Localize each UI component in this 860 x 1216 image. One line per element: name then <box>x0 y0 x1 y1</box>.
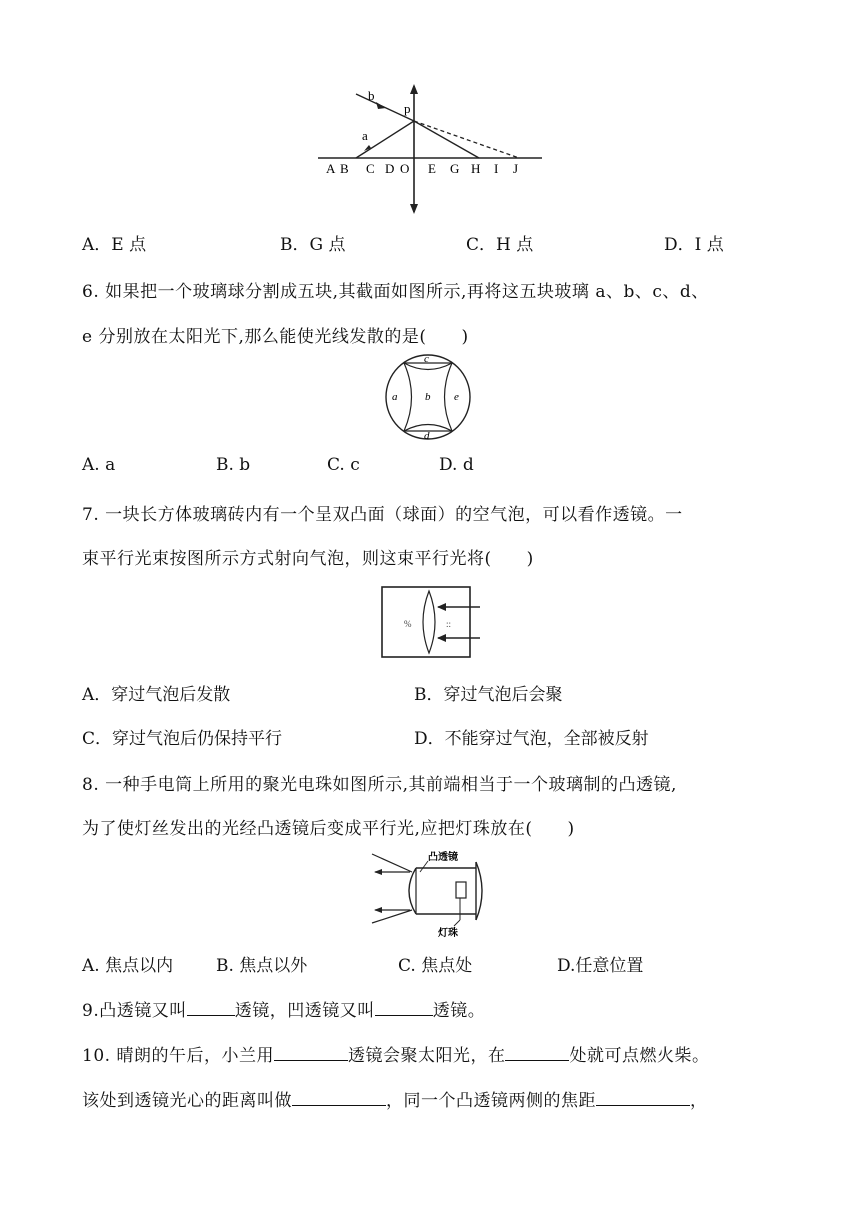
q9-text-1: 9.凸透镜又叫 <box>82 1001 187 1021</box>
q6-glass-ball-diagram <box>383 352 473 442</box>
svg-text:%: % <box>404 619 412 629</box>
piece-label-b: b <box>425 391 431 403</box>
ray-label-b: b <box>368 88 375 103</box>
piece-label-e: e <box>454 391 459 403</box>
q10-text-5: ，同一个凸透镜两侧的焦距 <box>386 1091 596 1111</box>
q10-blank-3[interactable] <box>292 1091 386 1106</box>
q9-question <box>82 996 485 1021</box>
q10-blank-1[interactable] <box>274 1046 348 1061</box>
q5-option-c[interactable]: C．H 点 <box>466 235 534 255</box>
piece-label-d: d <box>424 430 430 442</box>
q10-question-line-2 <box>82 1086 708 1111</box>
q7-option-a[interactable]: A．穿过气泡后发散 <box>82 685 231 705</box>
q10-question-line-1 <box>82 1041 709 1066</box>
piece-label-c: c <box>424 353 429 365</box>
q6-option-d[interactable]: D. d <box>439 455 474 475</box>
q10-text-3: 处就可点燃火柴。 <box>569 1046 710 1066</box>
q10-text-4: 该处到透镜光心的距离叫做 <box>82 1091 292 1111</box>
q10-blank-4[interactable] <box>596 1091 690 1106</box>
axis-label-A: A <box>326 161 336 176</box>
q8-option-d[interactable]: D.任意位置 <box>557 956 644 976</box>
q6-option-b[interactable]: B. b <box>216 455 251 475</box>
bulb-label: 灯珠 <box>438 928 458 939</box>
ray-label-a: a <box>362 128 368 143</box>
q7-question-line-2: 束平行光束按图所示方式射向气泡，则这束平行光将( ) <box>82 549 534 569</box>
q9-blank-2[interactable] <box>375 1001 433 1016</box>
q8-flashlight-bulb-diagram <box>370 850 494 940</box>
q7-option-d[interactable]: D．不能穿过气泡，全部被反射 <box>414 729 649 749</box>
q5-option-b[interactable]: B．G 点 <box>280 235 346 255</box>
axis-label-G: G <box>450 161 460 176</box>
lens-label: 凸透镜 <box>428 852 458 863</box>
q6-question-line-2: e 分别放在太阳光下,那么能使光线发散的是( ) <box>82 327 469 347</box>
q10-text-6: ， <box>690 1091 708 1111</box>
q8-question-line-1: 8. 一种手电筒上所用的聚光电珠如图所示,其前端相当于一个玻璃制的凸透镜, <box>82 775 677 795</box>
axis-label-E: E <box>428 161 436 176</box>
q8-option-c[interactable]: C. 焦点处 <box>398 956 473 976</box>
piece-label-a: a <box>392 391 398 403</box>
q9-text-2: 透镜，凹透镜又叫 <box>234 1001 375 1021</box>
q9-text-3: 透镜。 <box>432 1001 486 1021</box>
axis-label-H: H <box>471 161 481 176</box>
q7-question-line-1: 7. 一块长方体玻璃砖内有一个呈双凸面（球面）的空气泡，可以看作透镜。一 <box>82 505 683 525</box>
q5-option-a[interactable]: A．E 点 <box>82 235 147 255</box>
q8-option-b[interactable]: B. 焦点以外 <box>216 956 308 976</box>
q7-option-b[interactable]: B．穿过气泡后会聚 <box>414 685 563 705</box>
q6-question-line-1: 6. 如果把一个玻璃球分割成五块,其截面如图所示,再将这五块玻璃 a、b、c、d、 <box>82 282 709 302</box>
point-label-p: p <box>404 101 411 116</box>
q6-option-c[interactable]: C. c <box>327 455 360 475</box>
q9-blank-1[interactable] <box>187 1001 235 1016</box>
q8-option-a[interactable]: A. 焦点以内 <box>82 956 174 976</box>
q6-option-a[interactable]: A. a <box>82 455 116 475</box>
axis-label-J: J <box>513 161 519 176</box>
q10-text-2: 透镜会聚太阳光，在 <box>347 1046 506 1066</box>
q7-glass-brick-diagram <box>380 585 485 661</box>
axis-label-B: B <box>340 161 349 176</box>
axis-label-C: C <box>366 161 375 176</box>
q7-option-c[interactable]: C．穿过气泡后仍保持平行 <box>82 729 283 749</box>
q8-question-line-2: 为了使灯丝发出的光经凸透镜后变成平行光,应把灯珠放在( ) <box>82 819 575 839</box>
svg-text:::: :: <box>446 619 452 629</box>
q10-blank-2[interactable] <box>505 1046 569 1061</box>
axis-label-I: I <box>494 161 499 176</box>
q5-lens-diagram <box>316 84 546 218</box>
axis-label-D: D <box>385 161 395 176</box>
axis-label-O: O <box>400 161 410 176</box>
q10-text-1: 10. 晴朗的午后，小兰用 <box>82 1046 274 1066</box>
q5-option-d[interactable]: D．I 点 <box>664 235 724 255</box>
